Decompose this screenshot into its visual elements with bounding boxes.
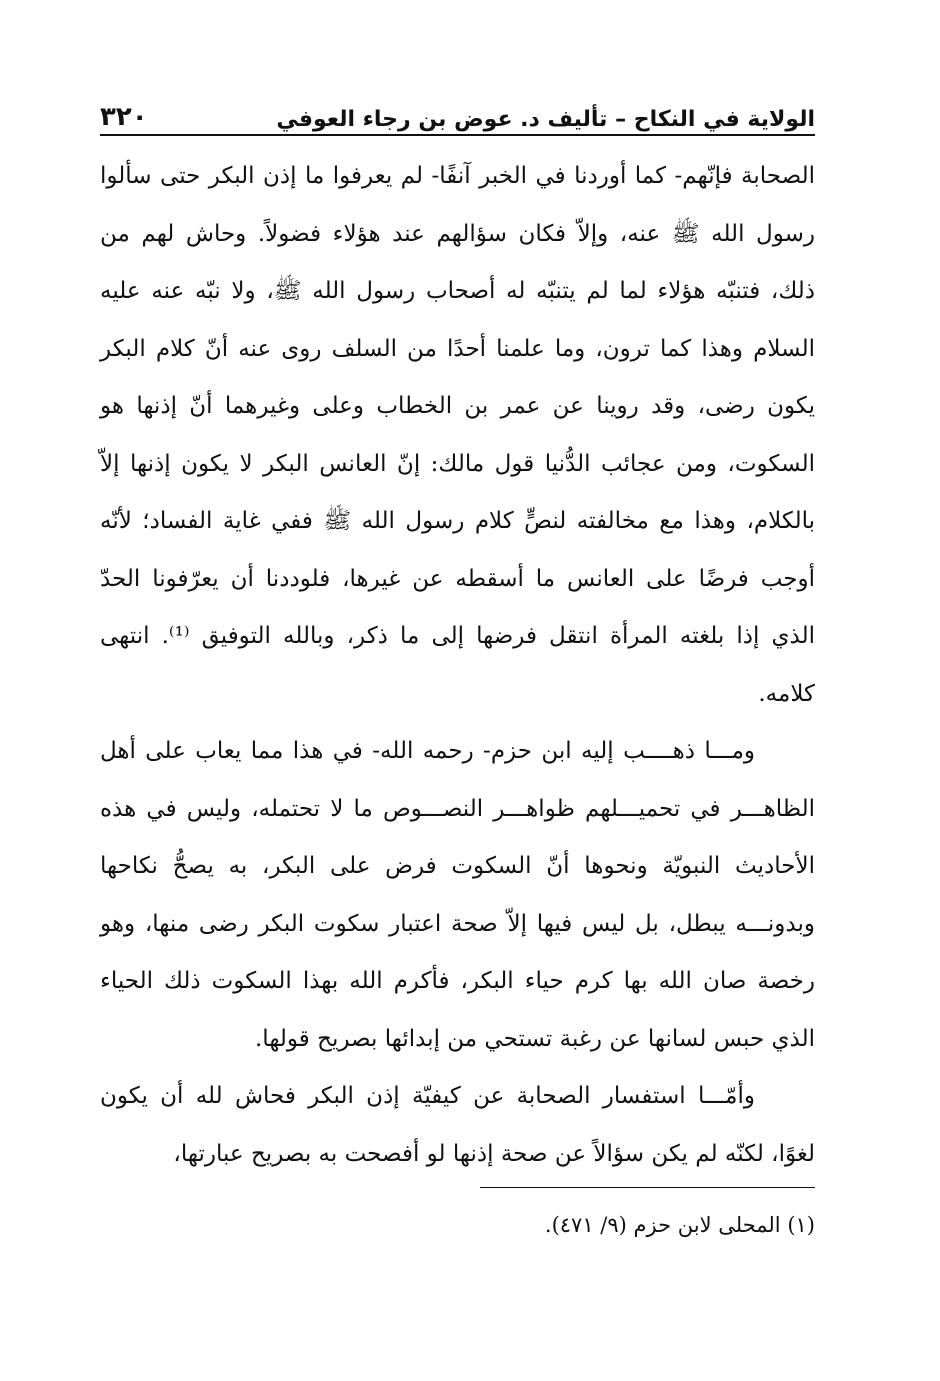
paragraph: الصحابة فإنّهم- كما أوردنا في الخبر آنفًا- لم يعرفوا ما إذن البكر حتى سألوا رسول الله ﷺ عنه، وإلاّ فكان سؤالهم عند هؤلاء فضولاً. وحاش لهم من ذلك، فتنبّه هؤلاء لما لم يتنبّه له أصحاب رسول الله ﷺ، ولا نبّه عنه عليه السلام وهذا كما ترون، وما علمنا أحدًا من السلف روى عنه أنّ كلام البكر يكون رضى، وقد روينا عن عمر بن الخطاب وعلى وغيرهما أنّ إذنها هو السكوت، ومن عجائب الدُّنيا قول مالك: إنّ العانس البكر لا يكون إذنها إلاّ بالكلام، وهذا مع مخالفته لنصٍّ كلام رسول الله ﷺ ففي غاية الفساد؛ لأنّه أوجب فرضًا على العانس ما أسقطه عن غيرها، فلوددنا أن يعرّفونا الحدّ الذي إذا بلغته المرأة انتقل فرضها إلى ما ذكر، وبالله التوفيق ⁽¹⁾. انتهى كلامه.: [100, 163, 815, 707]
running-header: [100, 88, 815, 132]
header-divider: [100, 134, 815, 136]
footnote-divider: [480, 1187, 815, 1188]
page-number: ٣٢٠: [100, 102, 148, 132]
main-text: [100, 148, 815, 1183]
paragraph: وأمّـــا استفسار الصحابة عن كيفيّة إذن البكر فحاش لله أن يكون لغوًا، لكنّه لم يكن سؤالاً عن صحة إذنها لو أفصحت به بصريح عبارتها،: [100, 1083, 815, 1167]
paragraph: ومـــا ذهــــب إليه ابن حزم- رحمه الله- في هذا مما يعاب على أهل الظاهـــر في تحميـــلهم ظواهـــر النصـــوص ما لا تحتمله، وليس في هذه الأحاديث النبويّة ونحوها أنّ السكوت فرض على البكر، به يصحُّ نكاحها وبدونـــه يبطل، بل ليس فيها إلاّ صحة اعتبار سكوت البكر رضى منها، وهو رخصة صان الله بها كرم حياء البكر، فأكرم الله بهذا السكوت ذلك الحياء الذي حبس لسانها عن رغبة تستحي من إبدائها بصريح قولها.: [100, 738, 815, 1052]
running-header-title: الولاية في النكاح – تأليف د. عوض بن رجاء العوفي: [276, 107, 815, 132]
footnote: (١) المحلى لابن حزم (٩/ ٤٧١).: [544, 1213, 815, 1237]
